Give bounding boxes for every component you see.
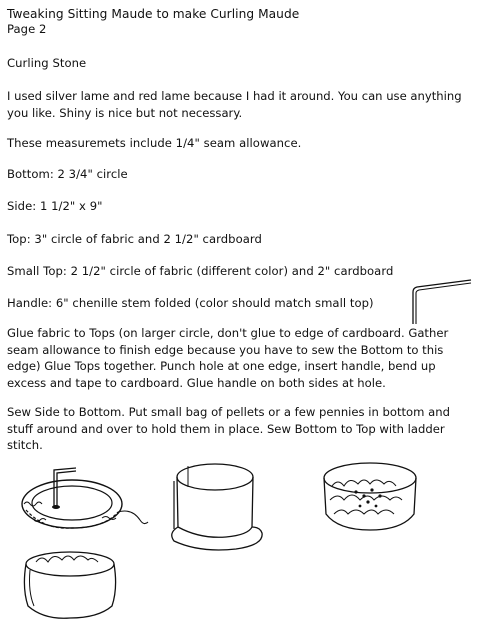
instruction-line: stuff around and over to hold them in place. Sew Bottom to Top with ladder <box>7 421 445 436</box>
instruction-line: Sew Side to Bottom. Put small bag of pellets or a few pennies in bottom and <box>7 405 450 419</box>
instruction-line: Glue fabric to Tops (on larger circle, don't glue to edge of cardboard. Gather <box>7 326 449 340</box>
instructions-sew <box>7 404 477 454</box>
instruction-line: stitch. <box>7 438 43 452</box>
stuffed-stone-sketch <box>14 548 124 620</box>
side-sewn-to-bottom-sketch <box>160 457 280 557</box>
measurement-small-top: Small Top: 2 1/2" circle of fabric (different color) and 2" cardboard <box>7 264 394 278</box>
intro-line: I used silver lame and red lame because I had it around. You can use anything <box>7 89 462 103</box>
instruction-line: seam allowance to finish edge because you have to sew the Bottom to this <box>7 342 444 357</box>
instruction-line: edge) Glue Tops together. Punch hole at one edge, insert handle, bend up <box>7 359 436 373</box>
allowance-note: These measuremets include 1/4" seam allowance. <box>7 136 302 150</box>
intro-line: you like. Shiny is nice but not necessary. <box>7 105 243 120</box>
measurement-handle: Handle: 6" chenille stem folded (color should match small top) <box>7 296 374 310</box>
measurement-side: Side: 1 1/2" x 9" <box>7 199 103 213</box>
measurement-top: Top: 3" circle of fabric and 2 1/2" cardboard <box>7 232 262 246</box>
document-title: Tweaking Sitting Maude to make Curling Maude <box>7 7 300 21</box>
measurement-bottom: Bottom: 2 3/4" circle <box>7 167 128 181</box>
handle-sketch <box>405 276 475 326</box>
instruction-line: excess and tape to cardboard. Glue handle on both sides at hole. <box>7 375 386 390</box>
instructions-tops <box>7 325 477 391</box>
intro-paragraph <box>7 88 477 121</box>
stuffed-bottom-sketch <box>318 456 424 536</box>
page-number: Page 2 <box>7 22 47 36</box>
top-with-handle-sketch <box>14 460 149 545</box>
section-title: Curling Stone <box>7 56 87 70</box>
